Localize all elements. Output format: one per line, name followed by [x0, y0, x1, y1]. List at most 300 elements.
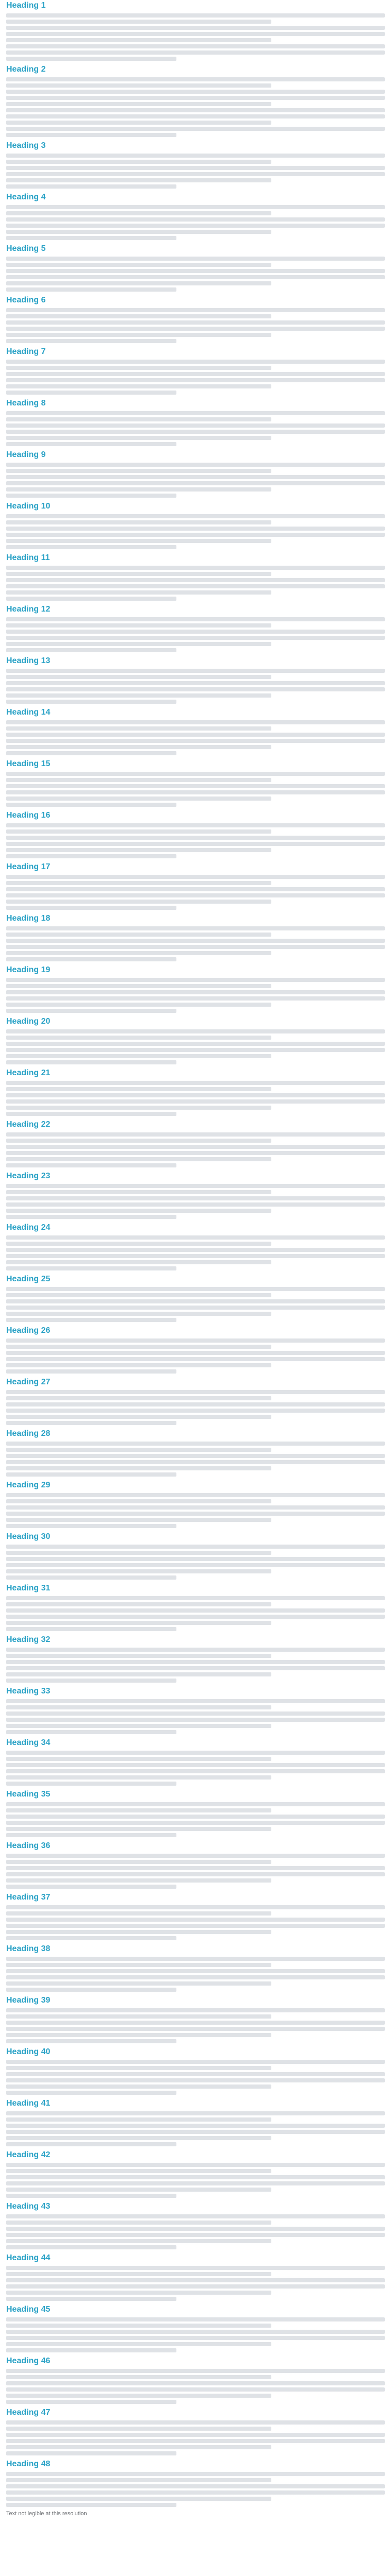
- document-section: [6, 2098, 385, 2146]
- section-heading: Heading 15: [6, 759, 51, 768]
- paragraph-line: [6, 1654, 271, 1658]
- document-section: [6, 1995, 385, 2043]
- document-section: [6, 1016, 385, 1064]
- paragraph-line: [6, 1802, 385, 1806]
- paragraph-line: [6, 360, 385, 364]
- paragraph-line: [6, 1730, 176, 1734]
- paragraph-line: [6, 2330, 385, 2334]
- paragraph-line: [6, 44, 385, 48]
- paragraph-line: [6, 2503, 176, 2507]
- paragraph-line: [6, 1093, 385, 1097]
- paragraph-line: [6, 114, 385, 118]
- paragraph-line: [6, 96, 385, 100]
- paragraph-line: [6, 1184, 385, 1188]
- paragraph-line: [6, 224, 385, 228]
- paragraph-line: [6, 1975, 385, 1979]
- paragraph-line: [6, 32, 385, 36]
- paragraph-line: [6, 1299, 385, 1303]
- paragraph-line: [6, 1815, 385, 1819]
- section-heading: Heading 14: [6, 708, 51, 717]
- paragraph-line: [6, 1718, 385, 1722]
- paragraph-line: [6, 772, 385, 776]
- paragraph-line: [6, 1505, 385, 1510]
- paragraph-line: [6, 230, 271, 234]
- document-section: [6, 1634, 385, 1683]
- section-heading: Heading 48: [6, 2460, 51, 2468]
- paragraph-line: [6, 823, 385, 827]
- paragraph-line: [6, 160, 271, 164]
- paragraph-line: [6, 1981, 271, 1986]
- paragraph-line: [6, 475, 385, 479]
- paragraph-line: [6, 1287, 385, 1291]
- document-section: [6, 346, 385, 395]
- paragraph-line: [6, 926, 385, 930]
- paragraph-line: [6, 1060, 176, 1064]
- paragraph-line: [6, 1357, 385, 1361]
- paragraph-line: [6, 2490, 385, 2495]
- section-heading: Heading 30: [6, 1532, 51, 1541]
- section-heading: Heading 26: [6, 1326, 51, 1335]
- paragraph-line: [6, 1963, 271, 1967]
- paragraph-line: [6, 1821, 385, 1825]
- paragraph-line: [6, 2375, 271, 2379]
- paragraph-line: [6, 1472, 176, 1477]
- section-heading: Heading 10: [6, 502, 51, 511]
- paragraph-line: [6, 378, 385, 382]
- paragraph-line: [6, 1596, 385, 1600]
- paragraph-line: [6, 1872, 385, 1876]
- paragraph-line: [6, 951, 271, 955]
- paragraph-line: [6, 893, 385, 897]
- document-section: [6, 655, 385, 704]
- paragraph-line: [6, 2039, 176, 2043]
- paragraph-line: [6, 269, 385, 273]
- document-section: [6, 707, 385, 755]
- paragraph-line: [6, 133, 176, 137]
- paragraph-line: [6, 1132, 385, 1137]
- paragraph-line: [6, 796, 271, 801]
- paragraph-line: [6, 875, 385, 879]
- paragraph-line: [6, 1666, 385, 1670]
- paragraph-line: [6, 939, 385, 943]
- section-heading: Heading 24: [6, 1223, 51, 1232]
- paragraph-line: [6, 1466, 271, 1470]
- paragraph-line: [6, 2272, 271, 2276]
- paragraph-line: [6, 1627, 176, 1631]
- paragraph-line: [6, 1196, 385, 1200]
- section-heading: Heading 3: [6, 141, 46, 150]
- paragraph-line: [6, 2387, 385, 2392]
- paragraph-line: [6, 1081, 385, 1085]
- paragraph-line: [6, 739, 385, 743]
- paragraph-line: [6, 487, 271, 492]
- paragraph-line: [6, 1442, 385, 1446]
- paragraph-line: [6, 1563, 385, 1567]
- paragraph-line: [6, 751, 176, 755]
- paragraph-line: [6, 1209, 271, 1213]
- paragraph-line: [6, 1151, 385, 1155]
- paragraph-line: [6, 1763, 385, 1767]
- document-section: [6, 604, 385, 652]
- paragraph-line: [6, 2008, 385, 2012]
- paragraph-line: [6, 2400, 176, 2404]
- paragraph-line: [6, 957, 176, 961]
- paragraph-line: [6, 166, 385, 170]
- paragraph-line: [6, 1499, 271, 1503]
- paragraph-line: [6, 1042, 385, 1046]
- paragraph-line: [6, 2142, 176, 2146]
- paragraph-line: [6, 2369, 385, 2373]
- paragraph-line: [6, 1930, 271, 1934]
- paragraph-line: [6, 1215, 176, 1219]
- document-section: [6, 758, 385, 807]
- paragraph-line: [6, 1648, 385, 1652]
- paragraph-line: [6, 1318, 176, 1322]
- paragraph-line: [6, 2060, 385, 2064]
- paragraph-line: [6, 2342, 271, 2346]
- paragraph-line: [6, 57, 176, 61]
- paragraph-line: [6, 2221, 271, 2225]
- paragraph-line: [6, 1396, 271, 1400]
- paragraph-line: [6, 2427, 271, 2431]
- document-section: [6, 64, 385, 137]
- document-section: [6, 1377, 385, 1425]
- paragraph-line: [6, 996, 385, 1001]
- document-section: [6, 1686, 385, 1734]
- paragraph-line: [6, 2124, 385, 2128]
- paragraph-line: [6, 236, 176, 240]
- paragraph-line: [6, 257, 385, 261]
- paragraph-line: [6, 1679, 176, 1683]
- paragraph-line: [6, 881, 271, 885]
- paragraph-line: [6, 514, 385, 518]
- paragraph-line: [6, 121, 271, 125]
- paragraph-line: [6, 442, 176, 446]
- section-heading: Heading 5: [6, 244, 46, 253]
- paragraph-line: [6, 372, 385, 376]
- section-heading: Heading 47: [6, 2408, 51, 2417]
- paragraph-line: [6, 308, 385, 312]
- paragraph-line: [6, 906, 176, 910]
- paragraph-line: [6, 1260, 271, 1264]
- paragraph-line: [6, 990, 385, 994]
- paragraph-line: [6, 687, 385, 691]
- paragraph-line: [6, 2245, 176, 2249]
- paragraph-line: [6, 648, 176, 652]
- paragraph-line: [6, 693, 271, 698]
- paragraph-line: [6, 1854, 385, 1858]
- section-heading: Heading 19: [6, 965, 51, 974]
- paragraph-line: [6, 1112, 176, 1116]
- paragraph-line: [6, 1163, 176, 1167]
- paragraph-line: [6, 2227, 385, 2231]
- paragraph-line: [6, 1911, 271, 1916]
- paragraph-line: [6, 1266, 176, 1270]
- paragraph-line: [6, 1254, 385, 1258]
- paragraph-line: [6, 829, 271, 834]
- paragraph-line: [6, 2484, 385, 2488]
- paragraph-line: [6, 2324, 271, 2328]
- paragraph-line: [6, 2014, 271, 2019]
- section-heading: Heading 34: [6, 1738, 51, 1747]
- paragraph-line: [6, 320, 385, 325]
- paragraph-line: [6, 391, 176, 395]
- paragraph-line: [6, 1551, 271, 1555]
- paragraph-line: [6, 436, 271, 440]
- paragraph-line: [6, 675, 271, 679]
- document-section: [6, 1274, 385, 1322]
- document-section: [6, 140, 385, 189]
- section-heading: Heading 31: [6, 1584, 51, 1592]
- paragraph-line: [6, 1087, 271, 1091]
- paragraph-line: [6, 1306, 385, 1310]
- paragraph-line: [6, 1145, 385, 1149]
- paragraph-line: [6, 1957, 385, 1961]
- paragraph-line: [6, 2472, 385, 2476]
- section-heading: Heading 23: [6, 1172, 51, 1180]
- paragraph-line: [6, 1235, 385, 1240]
- paragraph-line: [6, 2451, 176, 2455]
- paragraph-line: [6, 1054, 271, 1058]
- document-section: [6, 2304, 385, 2352]
- paragraph-line: [6, 108, 385, 112]
- paragraph-line: [6, 172, 385, 176]
- paragraph-line: [6, 1003, 271, 1007]
- paragraph-line: [6, 1905, 385, 1909]
- document-section: [6, 501, 385, 549]
- document-section: [6, 964, 385, 1013]
- paragraph-line: [6, 20, 271, 24]
- document-section: [6, 1583, 385, 1631]
- document-section: [6, 1892, 385, 1940]
- paragraph-line: [6, 720, 385, 724]
- paragraph-line: [6, 1009, 176, 1013]
- paragraph-line: [6, 1029, 385, 1033]
- paragraph-line: [6, 2284, 385, 2289]
- section-heading: Heading 32: [6, 1635, 51, 1644]
- section-heading: Heading 39: [6, 1996, 51, 2005]
- paragraph-line: [6, 1048, 385, 1052]
- paragraph-line: [6, 572, 271, 576]
- paragraph-line: [6, 681, 385, 685]
- paragraph-line: [6, 2084, 271, 2089]
- paragraph-line: [6, 2497, 271, 2501]
- paragraph-line: [6, 1345, 271, 1349]
- paragraph-line: [6, 945, 385, 949]
- paragraph-line: [6, 578, 385, 582]
- paragraph-line: [6, 1493, 385, 1497]
- paragraph-line: [6, 1775, 271, 1780]
- paragraph-line: [6, 2478, 271, 2482]
- paragraph-line: [6, 1099, 385, 1104]
- paragraph-line: [6, 2317, 385, 2321]
- paragraph-line: [6, 539, 271, 543]
- paragraph-line: [6, 1190, 271, 1194]
- document-section: [6, 449, 385, 498]
- paragraph-line: [6, 2033, 271, 2037]
- paragraph-line: [6, 1248, 385, 1252]
- paragraph-line: [6, 13, 385, 18]
- paragraph-line: [6, 642, 271, 646]
- paragraph-line: [6, 275, 385, 279]
- paragraph-line: [6, 2348, 176, 2352]
- paragraph-line: [6, 1421, 176, 1425]
- section-heading: Heading 1: [6, 1, 46, 10]
- paragraph-line: [6, 803, 176, 807]
- paragraph-line: [6, 469, 271, 473]
- paragraph-line: [6, 2194, 176, 2198]
- paragraph-line: [6, 784, 385, 788]
- paragraph-line: [6, 1621, 271, 1625]
- section-heading: Heading 16: [6, 811, 51, 820]
- paragraph-line: [6, 2439, 385, 2443]
- paragraph-line: [6, 1242, 271, 1246]
- paragraph-line: [6, 494, 176, 498]
- paragraph-line: [6, 1202, 385, 1207]
- section-heading: Heading 17: [6, 862, 51, 871]
- paragraph-line: [6, 2336, 385, 2340]
- paragraph-line: [6, 1699, 385, 1703]
- section-heading: Heading 18: [6, 914, 51, 923]
- paragraph-line: [6, 2266, 385, 2270]
- paragraph-line: [6, 384, 271, 388]
- paragraph-line: [6, 287, 176, 292]
- section-heading: Heading 43: [6, 2202, 51, 2211]
- section-heading: Heading 37: [6, 1893, 51, 1902]
- paragraph-line: [6, 842, 385, 846]
- paragraph-line: [6, 1036, 271, 1040]
- paragraph-line: [6, 630, 385, 634]
- paragraph-line: [6, 836, 385, 840]
- paragraph-line: [6, 900, 271, 904]
- paragraph-line: [6, 733, 385, 737]
- paragraph-line: [6, 2111, 385, 2115]
- paragraph-line: [6, 2233, 385, 2237]
- paragraph-line: [6, 887, 385, 891]
- document-section: [6, 1789, 385, 1837]
- document-section: [6, 2407, 385, 2455]
- section-heading: Heading 12: [6, 605, 51, 614]
- paragraph-line: [6, 430, 385, 434]
- paragraph-line: [6, 1454, 385, 1458]
- section-heading: Heading 2: [6, 65, 46, 74]
- paragraph-line: [6, 281, 271, 285]
- paragraph-line: [6, 636, 385, 640]
- document-section: [6, 0, 385, 61]
- section-heading: Heading 27: [6, 1378, 51, 1386]
- paragraph-line: [6, 1672, 271, 1676]
- paragraph-line: [6, 617, 385, 621]
- document-section: [6, 810, 385, 858]
- paragraph-line: [6, 1415, 271, 1419]
- paragraph-line: [6, 2175, 385, 2179]
- section-heading: Heading 44: [6, 2253, 51, 2262]
- paragraph-line: [6, 50, 385, 55]
- placeholder-note: Text not legible at this resolution: [6, 2511, 87, 2517]
- paragraph-line: [6, 26, 385, 30]
- section-heading: Heading 35: [6, 1790, 51, 1799]
- paragraph-line: [6, 1363, 271, 1367]
- paragraph-line: [6, 1918, 385, 1922]
- paragraph-line: [6, 1885, 176, 1889]
- section-heading: Heading 25: [6, 1275, 51, 1283]
- section-heading: Heading 36: [6, 1841, 51, 1850]
- paragraph-line: [6, 327, 385, 331]
- paragraph-line: [6, 1312, 271, 1316]
- paragraph-line: [6, 1808, 271, 1812]
- paragraph-line: [6, 1157, 271, 1161]
- paragraph-line: [6, 2181, 385, 2185]
- paragraph-line: [6, 1860, 271, 1864]
- paragraph-line: [6, 2130, 385, 2134]
- paragraph-line: [6, 1833, 176, 1837]
- paragraph-line: [6, 2433, 385, 2437]
- section-heading: Heading 42: [6, 2150, 51, 2159]
- document-section: [6, 1171, 385, 1219]
- section-heading: Heading 41: [6, 2099, 51, 2108]
- paragraph-line: [6, 333, 271, 337]
- paragraph-line: [6, 2291, 271, 2295]
- document-section: [6, 1119, 385, 1167]
- document-section: [6, 2046, 385, 2095]
- paragraph-line: [6, 127, 385, 131]
- paragraph-line: [6, 745, 271, 749]
- paragraph-line: [6, 90, 385, 94]
- paragraph-line: [6, 2021, 385, 2025]
- section-heading: Heading 8: [6, 399, 46, 408]
- paragraph-line: [6, 2169, 271, 2173]
- paragraph-line: [6, 154, 385, 158]
- paragraph-line: [6, 2188, 271, 2192]
- paragraph-line: [6, 1608, 385, 1613]
- document-section: [6, 2252, 385, 2301]
- paragraph-line: [6, 584, 385, 588]
- paragraph-line: [6, 1575, 176, 1580]
- document-section: [6, 1325, 385, 1374]
- document-section: [6, 243, 385, 292]
- paragraph-line: [6, 1724, 271, 1728]
- paragraph-line: [6, 205, 385, 209]
- paragraph-line: [6, 1139, 271, 1143]
- paragraph-line: [6, 1409, 385, 1413]
- section-heading: Heading 29: [6, 1481, 51, 1489]
- section-heading: Heading 6: [6, 296, 46, 304]
- section-heading: Heading 40: [6, 2047, 51, 2056]
- paragraph-line: [6, 423, 385, 428]
- paragraph-line: [6, 481, 385, 485]
- paragraph-line: [6, 1878, 271, 1883]
- paragraph-line: [6, 533, 385, 537]
- paragraph-line: [6, 83, 271, 88]
- paragraph-line: [6, 1338, 385, 1343]
- paragraph-line: [6, 726, 271, 731]
- paragraph-line: [6, 984, 271, 988]
- document-section: [6, 192, 385, 240]
- paragraph-line: [6, 1402, 385, 1406]
- section-heading: Heading 45: [6, 2305, 51, 2314]
- paragraph-line: [6, 545, 176, 549]
- paragraph-line: [6, 2027, 385, 2031]
- paragraph-line: [6, 2066, 271, 2070]
- paragraph-line: [6, 1448, 271, 1452]
- paragraph-line: [6, 1557, 385, 1561]
- paragraph-line: [6, 2445, 271, 2449]
- paragraph-line: [6, 590, 271, 595]
- paragraph-line: [6, 217, 385, 222]
- paragraph-line: [6, 1782, 176, 1786]
- paragraph-line: [6, 669, 385, 673]
- section-heading: Heading 7: [6, 347, 46, 356]
